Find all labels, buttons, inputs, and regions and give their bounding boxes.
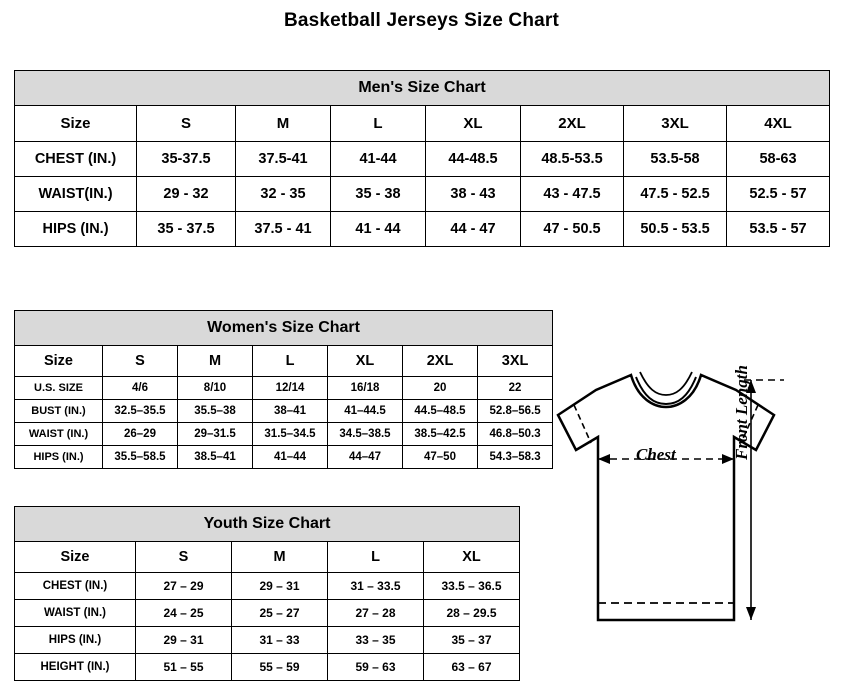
womens-row-label-2: WAIST (IN.) <box>15 423 103 446</box>
womens-cell-2-5: 46.8–50.3 <box>478 423 553 446</box>
mens-cell-1-5: 47.5 - 52.5 <box>624 177 727 212</box>
youth-cell-0-1: 29 – 31 <box>232 573 328 600</box>
front-length-arrow-bottom <box>746 607 756 620</box>
table-row <box>15 142 830 177</box>
mens-header-cell-6: 3XL <box>624 106 727 142</box>
youth-cell-0-0: 27 – 29 <box>136 573 232 600</box>
youth-row-label-1: WAIST (IN.) <box>15 600 136 627</box>
womens-chart-caption: Women's Size Chart <box>15 311 553 346</box>
womens-header-cell-6: 3XL <box>478 346 553 377</box>
youth-cell-2-0: 29 – 31 <box>136 627 232 654</box>
youth-size-table <box>14 506 520 681</box>
womens-cell-3-1: 38.5–41 <box>178 446 253 469</box>
womens-cell-2-2: 31.5–34.5 <box>253 423 328 446</box>
youth-cell-3-1: 55 – 59 <box>232 654 328 681</box>
youth-header-cell-2: M <box>232 542 328 573</box>
chest-measure-label: Chest <box>636 445 676 464</box>
womens-cell-0-3: 16/18 <box>328 377 403 400</box>
youth-cell-3-2: 59 – 63 <box>328 654 424 681</box>
youth-chart-caption: Youth Size Chart <box>15 507 520 542</box>
mens-cell-0-1: 37.5-41 <box>236 142 331 177</box>
jersey-measurement-diagram <box>536 355 836 675</box>
womens-header-cell-5: 2XL <box>403 346 478 377</box>
youth-header-cell-3: L <box>328 542 424 573</box>
youth-header-cell-4: XL <box>424 542 520 573</box>
youth-cell-3-0: 51 – 55 <box>136 654 232 681</box>
mens-cell-0-2: 41-44 <box>331 142 426 177</box>
mens-size-chart <box>14 70 829 247</box>
mens-row-label-0: CHEST (IN.) <box>15 142 137 177</box>
mens-cell-1-3: 38 - 43 <box>426 177 521 212</box>
youth-cell-3-3: 63 – 67 <box>424 654 520 681</box>
youth-row-label-2: HIPS (IN.) <box>15 627 136 654</box>
mens-cell-1-4: 43 - 47.5 <box>521 177 624 212</box>
mens-header-cell-3: L <box>331 106 426 142</box>
table-row <box>15 573 520 600</box>
youth-row-label-0: CHEST (IN.) <box>15 573 136 600</box>
womens-cell-3-4: 47–50 <box>403 446 478 469</box>
mens-cell-0-0: 35-37.5 <box>137 142 236 177</box>
mens-row-label-1: WAIST(IN.) <box>15 177 137 212</box>
womens-cell-3-3: 44–47 <box>328 446 403 469</box>
mens-header-cell-2: M <box>236 106 331 142</box>
womens-cell-3-2: 41–44 <box>253 446 328 469</box>
youth-size-chart <box>14 506 519 681</box>
mens-cell-2-3: 44 - 47 <box>426 212 521 247</box>
mens-cell-1-1: 32 - 35 <box>236 177 331 212</box>
mens-cell-0-4: 48.5-53.5 <box>521 142 624 177</box>
table-row <box>15 423 553 446</box>
table-row <box>15 400 553 423</box>
womens-cell-1-4: 44.5–48.5 <box>403 400 478 423</box>
table-row <box>15 177 830 212</box>
womens-cell-1-5: 52.8–56.5 <box>478 400 553 423</box>
womens-cell-0-1: 8/10 <box>178 377 253 400</box>
womens-caption-row <box>15 311 553 346</box>
mens-cell-0-5: 53.5-58 <box>624 142 727 177</box>
youth-cell-0-3: 33.5 – 36.5 <box>424 573 520 600</box>
table-row <box>15 446 553 469</box>
mens-header-cell-5: 2XL <box>521 106 624 142</box>
mens-cell-0-6: 58-63 <box>727 142 830 177</box>
womens-cell-3-5: 54.3–58.3 <box>478 446 553 469</box>
womens-header-cell-1: S <box>103 346 178 377</box>
youth-cell-1-1: 25 – 27 <box>232 600 328 627</box>
jersey-collar-inner <box>640 372 692 395</box>
mens-cell-0-3: 44-48.5 <box>426 142 521 177</box>
table-row <box>15 212 830 247</box>
womens-cell-0-0: 4/6 <box>103 377 178 400</box>
womens-cell-1-0: 32.5–35.5 <box>103 400 178 423</box>
youth-cell-1-0: 24 – 25 <box>136 600 232 627</box>
mens-cell-2-0: 35 - 37.5 <box>137 212 236 247</box>
womens-cell-2-0: 26–29 <box>103 423 178 446</box>
mens-size-table <box>14 70 830 247</box>
womens-row-label-1: BUST (IN.) <box>15 400 103 423</box>
mens-cell-2-4: 47 - 50.5 <box>521 212 624 247</box>
jersey-illustration <box>536 355 836 675</box>
womens-cell-0-2: 12/14 <box>253 377 328 400</box>
womens-cell-2-3: 34.5–38.5 <box>328 423 403 446</box>
womens-size-table <box>14 310 553 469</box>
mens-header-cell-1: S <box>137 106 236 142</box>
mens-cell-2-5: 50.5 - 53.5 <box>624 212 727 247</box>
mens-cell-1-2: 35 - 38 <box>331 177 426 212</box>
youth-header-row <box>15 542 520 573</box>
mens-header-cell-4: XL <box>426 106 521 142</box>
youth-header-cell-0: Size <box>15 542 136 573</box>
youth-cell-1-2: 27 – 28 <box>328 600 424 627</box>
womens-row-label-0: U.S. SIZE <box>15 377 103 400</box>
womens-header-row <box>15 346 553 377</box>
mens-cell-2-2: 41 - 44 <box>331 212 426 247</box>
womens-cell-2-1: 29–31.5 <box>178 423 253 446</box>
table-row <box>15 654 520 681</box>
mens-cell-1-0: 29 - 32 <box>137 177 236 212</box>
mens-header-cell-0: Size <box>15 106 137 142</box>
womens-cell-1-2: 38–41 <box>253 400 328 423</box>
youth-cell-2-3: 35 – 37 <box>424 627 520 654</box>
womens-header-cell-0: Size <box>15 346 103 377</box>
womens-cell-0-4: 20 <box>403 377 478 400</box>
womens-size-chart <box>14 310 552 469</box>
youth-row-label-3: HEIGHT (IN.) <box>15 654 136 681</box>
youth-caption-row <box>15 507 520 542</box>
youth-cell-2-1: 31 – 33 <box>232 627 328 654</box>
youth-cell-0-2: 31 – 33.5 <box>328 573 424 600</box>
youth-header-cell-1: S <box>136 542 232 573</box>
mens-cell-1-6: 52.5 - 57 <box>727 177 830 212</box>
womens-header-cell-3: L <box>253 346 328 377</box>
womens-cell-3-0: 35.5–58.5 <box>103 446 178 469</box>
front-length-measure-label: Front Length <box>732 365 751 460</box>
womens-row-label-3: HIPS (IN.) <box>15 446 103 469</box>
mens-header-row <box>15 106 830 142</box>
womens-cell-0-5: 22 <box>478 377 553 400</box>
mens-cell-2-6: 53.5 - 57 <box>727 212 830 247</box>
table-row <box>15 627 520 654</box>
youth-cell-2-2: 33 – 35 <box>328 627 424 654</box>
table-row <box>15 600 520 627</box>
mens-chart-caption: Men's Size Chart <box>15 71 830 106</box>
table-row <box>15 377 553 400</box>
mens-header-cell-7: 4XL <box>727 106 830 142</box>
mens-cell-2-1: 37.5 - 41 <box>236 212 331 247</box>
mens-caption-row <box>15 71 830 106</box>
mens-row-label-2: HIPS (IN.) <box>15 212 137 247</box>
youth-cell-1-3: 28 – 29.5 <box>424 600 520 627</box>
womens-cell-2-4: 38.5–42.5 <box>403 423 478 446</box>
page-title: Basketball Jerseys Size Chart <box>283 10 560 31</box>
womens-header-cell-4: XL <box>328 346 403 377</box>
womens-cell-1-3: 41–44.5 <box>328 400 403 423</box>
womens-header-cell-2: M <box>178 346 253 377</box>
womens-cell-1-1: 35.5–38 <box>178 400 253 423</box>
